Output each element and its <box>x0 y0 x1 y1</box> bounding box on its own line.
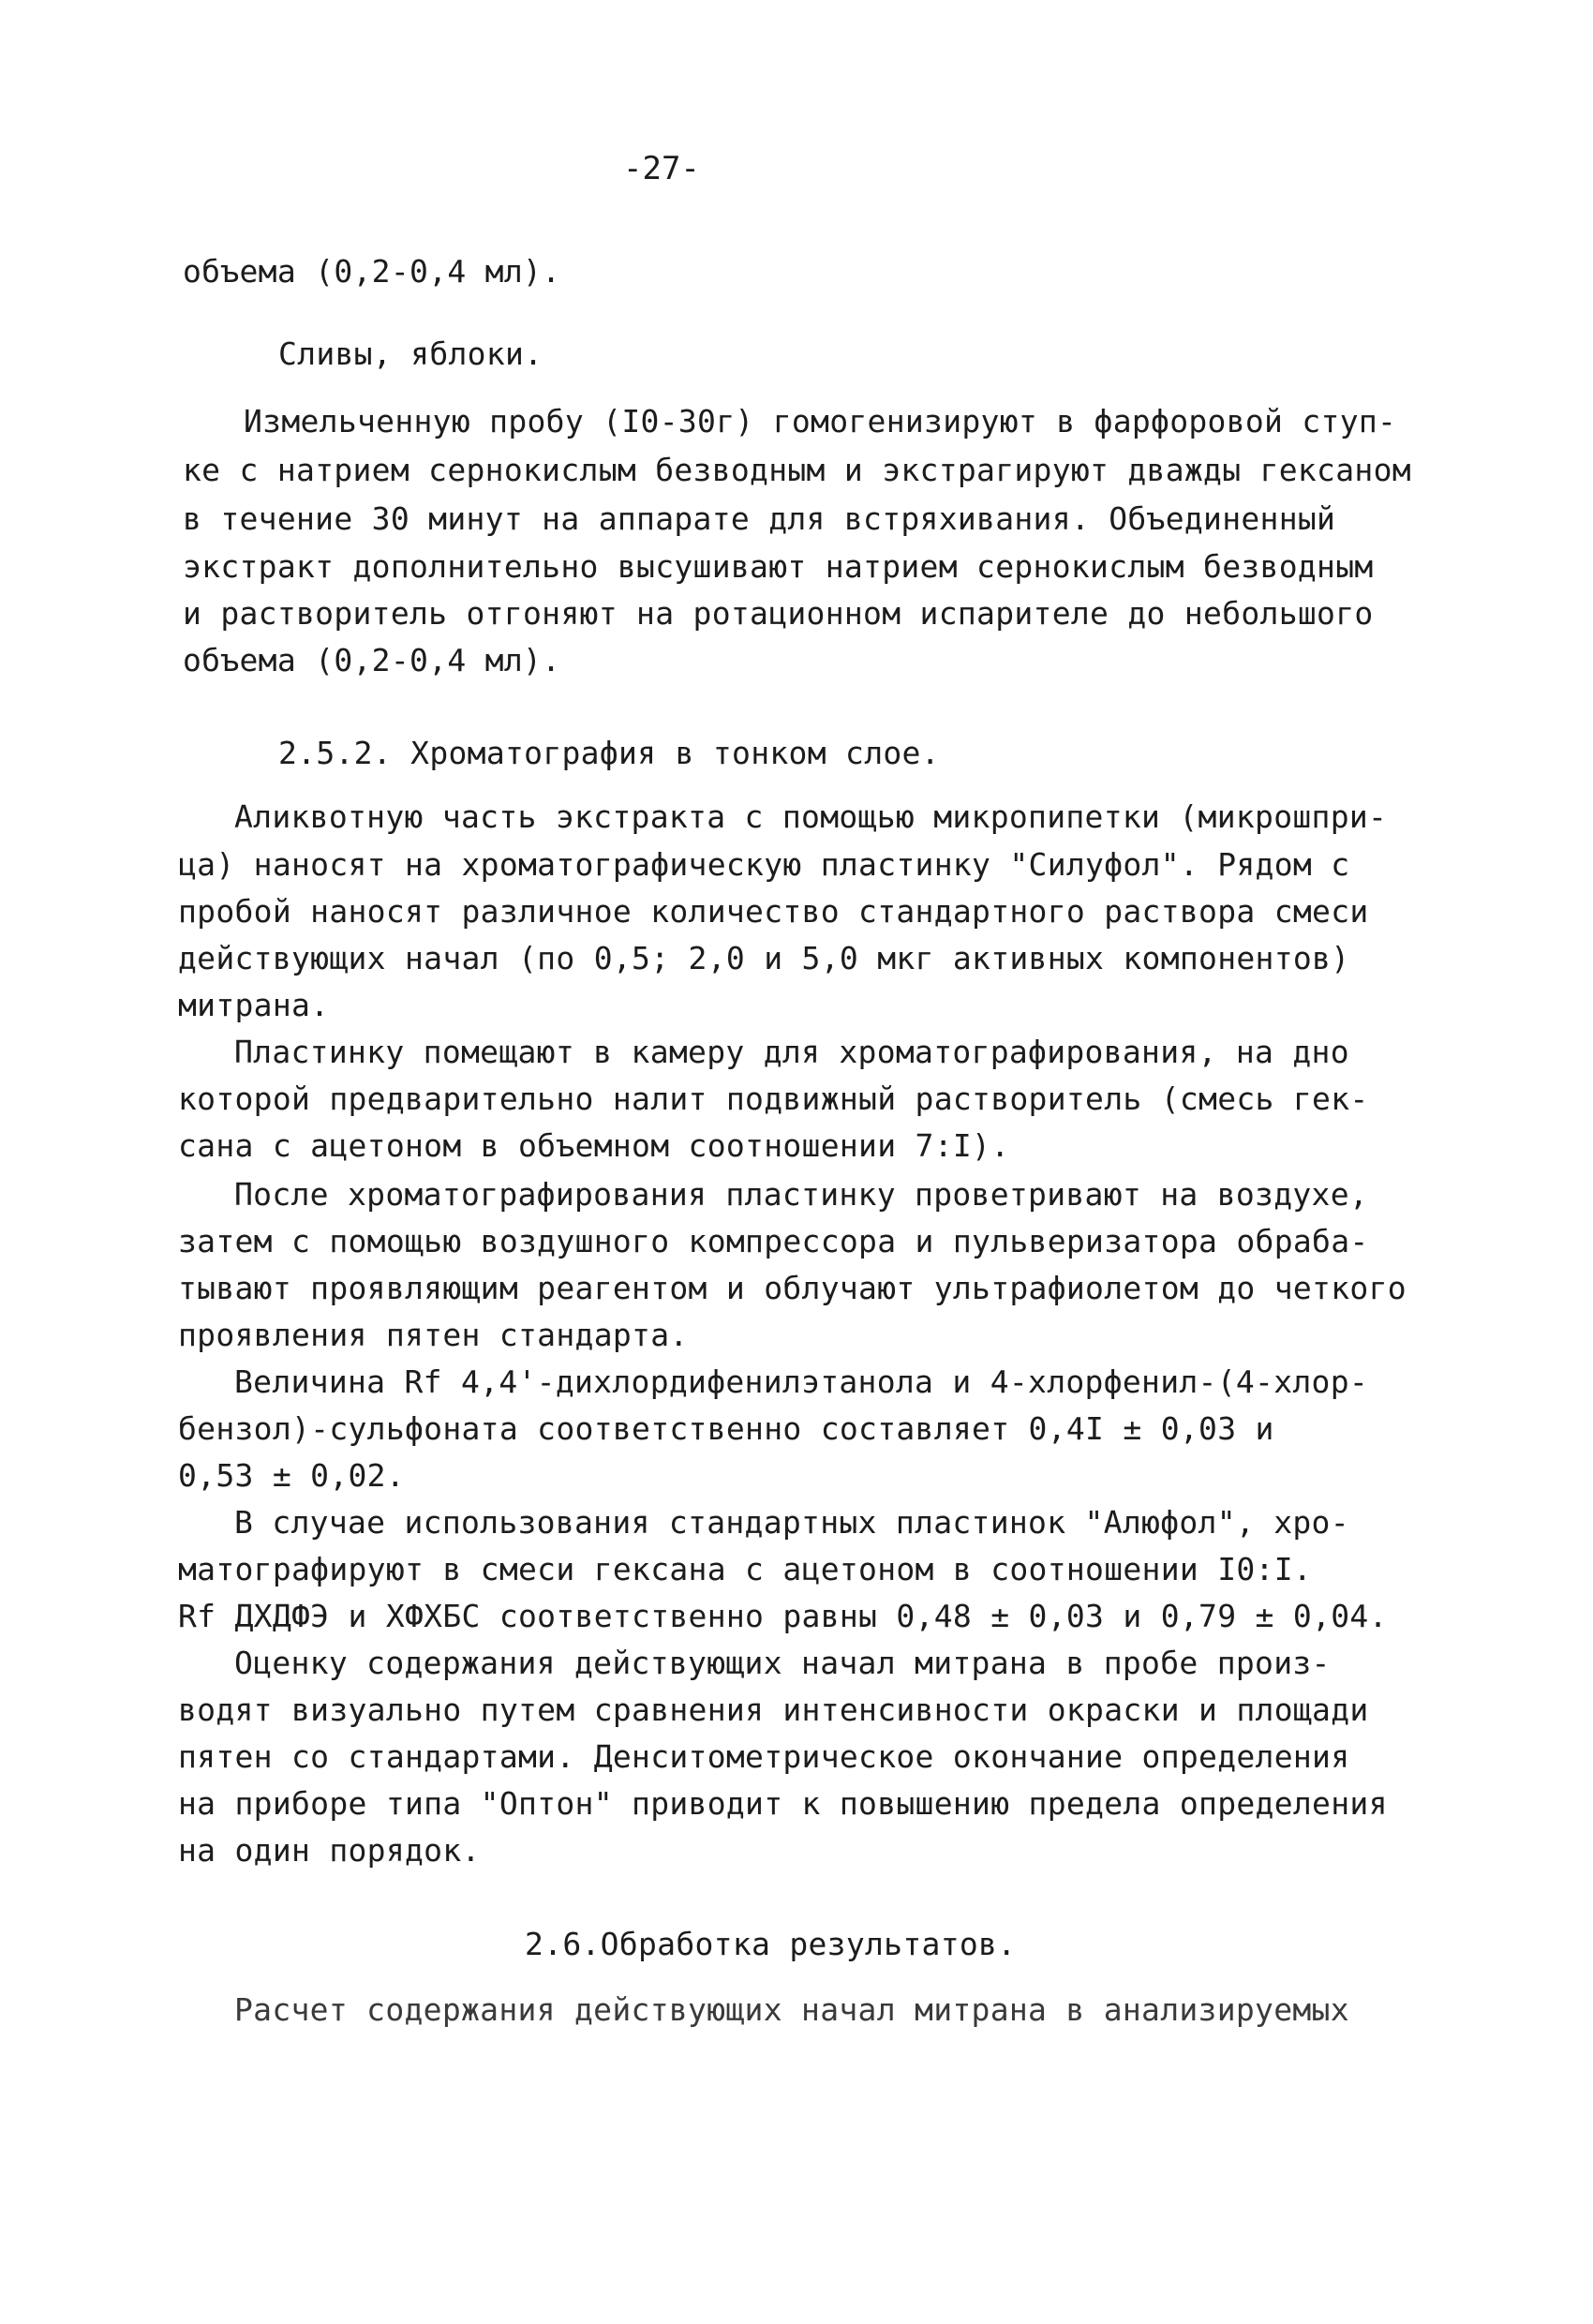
text-line: Аликвотную часть экстракта с помощью микропипетки (микрошпри- <box>234 798 1388 835</box>
text-line: объема (0,2-0,4 мл). <box>183 642 561 678</box>
text-line: митрана. <box>178 987 330 1023</box>
text-line: пробой наносят различное количество стандартного раствора смеси <box>178 893 1369 930</box>
text-line: матографируют в смеси гексана с ацетоном в соотношении I0:I. <box>178 1551 1313 1587</box>
text-line: проявления пятен стандарта. <box>178 1317 689 1353</box>
text-line: После хроматографирования пластинку проветривают на воздухе, <box>234 1176 1369 1213</box>
text-line: ке с натрием сернокислым безводным и экстрагируют дважды гексаном <box>183 452 1411 488</box>
text-line: В случае использования стандартных пластинок "Алюфол", хро- <box>234 1504 1349 1541</box>
text-line: сана с ацетоном в объемном соотношении 7:I). <box>178 1127 1010 1164</box>
text-line: водят визуально путем сравнения интенсивности окраски и площади <box>178 1691 1369 1728</box>
text-line: Измельченную пробу (I0-30г) гомогенизируют в фарфоровой ступ- <box>244 403 1397 439</box>
text-line: которой предварительно налит подвижный растворитель (смесь гек- <box>178 1080 1369 1117</box>
text-line: действующих начал (по 0,5; 2,0 и 5,0 мкг активных компонентов) <box>178 940 1350 976</box>
text-line: и растворитель отгоняют на ротационном испарителе до небольшого <box>183 595 1374 632</box>
text-line: на один порядок. <box>178 1832 481 1869</box>
section-heading: Сливы, яблоки. <box>278 335 543 372</box>
text-line: Пластинку помещают в камеру для хроматографирования, на дно <box>234 1034 1349 1070</box>
text-line: Расчет содержания действующих начал митрана в анализируемых <box>234 1991 1349 2028</box>
text-line: Rf ДХДФЭ и ХФХБС соответственно равны 0,48 ± 0,03 и 0,79 ± 0,04. <box>178 1598 1388 1634</box>
text-line: экстракт дополнительно высушивают натрием сернокислым безводным <box>183 548 1374 585</box>
text-line: Оценку содержания действующих начал митрана в пробе произ- <box>234 1645 1331 1681</box>
section-heading: 2.5.2. Хроматография в тонком слое. <box>278 735 940 771</box>
text-line: ца) наносят на хроматографическую пластинку "Силуфол". Рядом с <box>178 846 1350 883</box>
text-line: объема (0,2-0,4 мл). <box>183 253 561 290</box>
text-line: на приборе типа "Оптон" приводит к повышению предела определения <box>178 1785 1388 1822</box>
text-line: 0,53 ± 0,02. <box>178 1457 406 1494</box>
section-heading: 2.6.Обработка результатов. <box>525 1926 1017 1962</box>
text-line: в течение 30 минут на аппарате для встряхивания. Объединенный <box>183 500 1336 537</box>
page-number: -27- <box>623 150 700 187</box>
text-line: тывают проявляющим реагентом и облучают ультрафиолетом до четкого <box>178 1270 1407 1306</box>
text-line: пятен со стандартами. Денситометрическое окончание определения <box>178 1738 1350 1775</box>
text-line: Величина Rf 4,4'-дихлордифенилэтанола и 4-хлорфенил-(4-хлор- <box>234 1363 1369 1400</box>
text-line: бензол)-сульфоната соответственно составляет 0,4I ± 0,03 и <box>178 1410 1274 1447</box>
text-line: затем с помощью воздушного компрессора и пульверизатора обраба- <box>178 1223 1369 1259</box>
